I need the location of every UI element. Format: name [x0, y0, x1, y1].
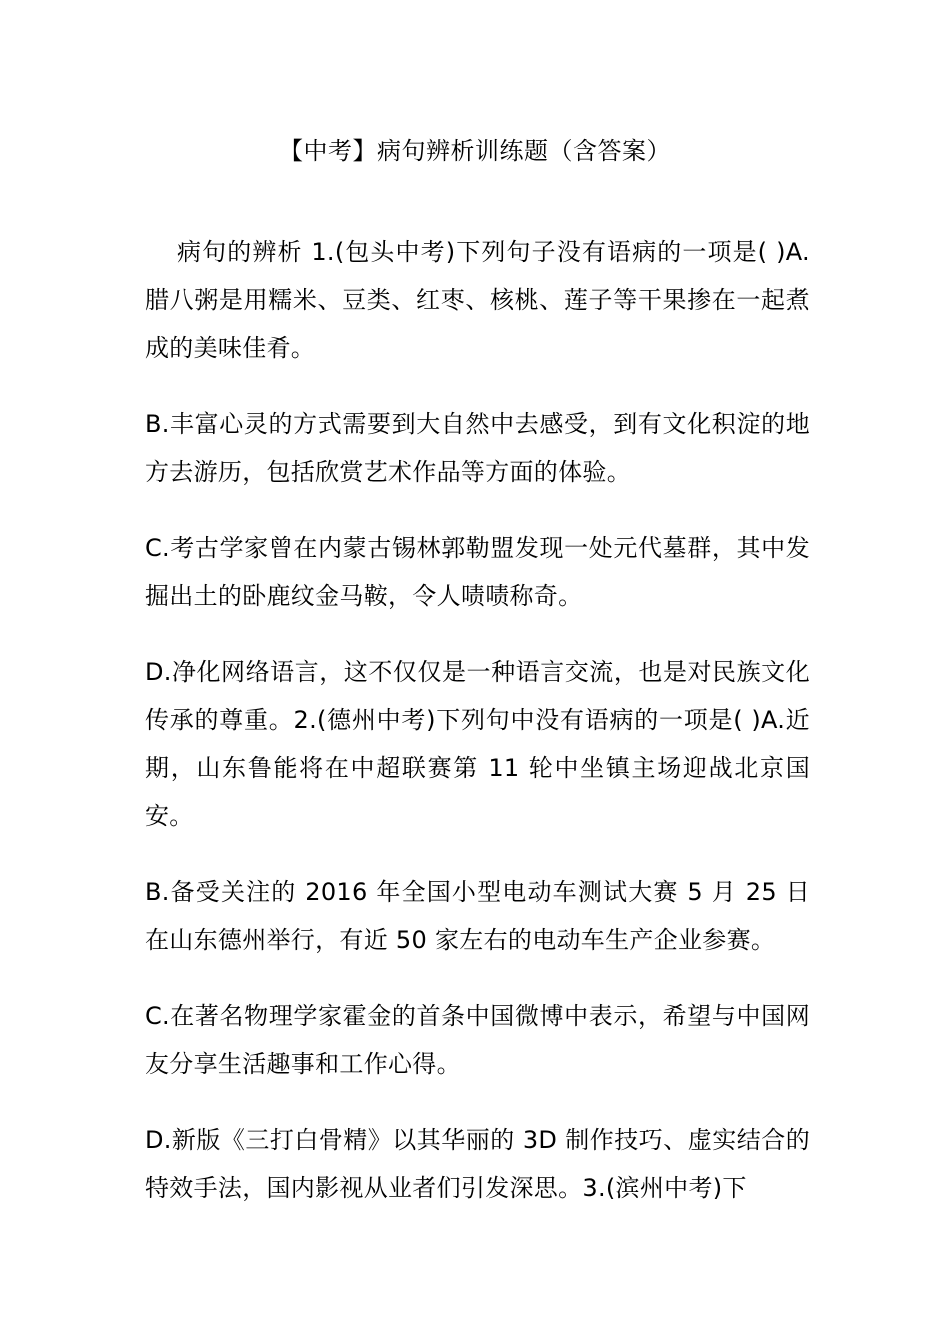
paragraph-option-2b: B.备受关注的 2016 年全国小型电动车测试大赛 5 月 25 日在山东德州举行，有近 50 家左右的电动车生产企业参赛。	[145, 878, 810, 954]
paragraph-option-2c: C.在著名物理学家霍金的首条中国微博中表示，希望与中国网友分享生活趣事和工作心得。	[145, 1002, 810, 1078]
paragraph-option-1b: B.丰富心灵的方式需要到大自然中去感受，到有文化积淀的地方去游历，包括欣赏艺术作品等方面的体验。	[145, 410, 810, 486]
paragraph-option-2d-question-3: D.新版《三打白骨精》以其华丽的 3D 制作技巧、虚实结合的特效手法，国内影视从业者们引发深思。3.(滨州中考)下	[145, 1126, 810, 1202]
paragraph-option-1d-question-2: D.净化网络语言，这不仅仅是一种语言交流，也是对民族文化传承的尊重。2.(德州中考)下列句中没有语病的一项是( )A.近期，山东鲁能将在中超联赛第 11 轮中坐镇主场迎战北京国安。	[145, 658, 810, 830]
document-body	[145, 228, 810, 1240]
document-title: 【中考】病句辨析训练题（含答案）	[279, 137, 671, 165]
paragraph-question-1: 病句的辨析 1.(包头中考)下列句子没有语病的一项是( )A.腊八粥是用糯米、豆类、红枣、核桃、莲子等干果掺在一起煮成的美味佳肴。	[145, 238, 810, 362]
paragraph-option-1c: C.考古学家曾在内蒙古锡林郭勒盟发现一处元代墓群，其中发掘出土的卧鹿纹金马鞍，令人啧啧称奇。	[145, 534, 810, 610]
